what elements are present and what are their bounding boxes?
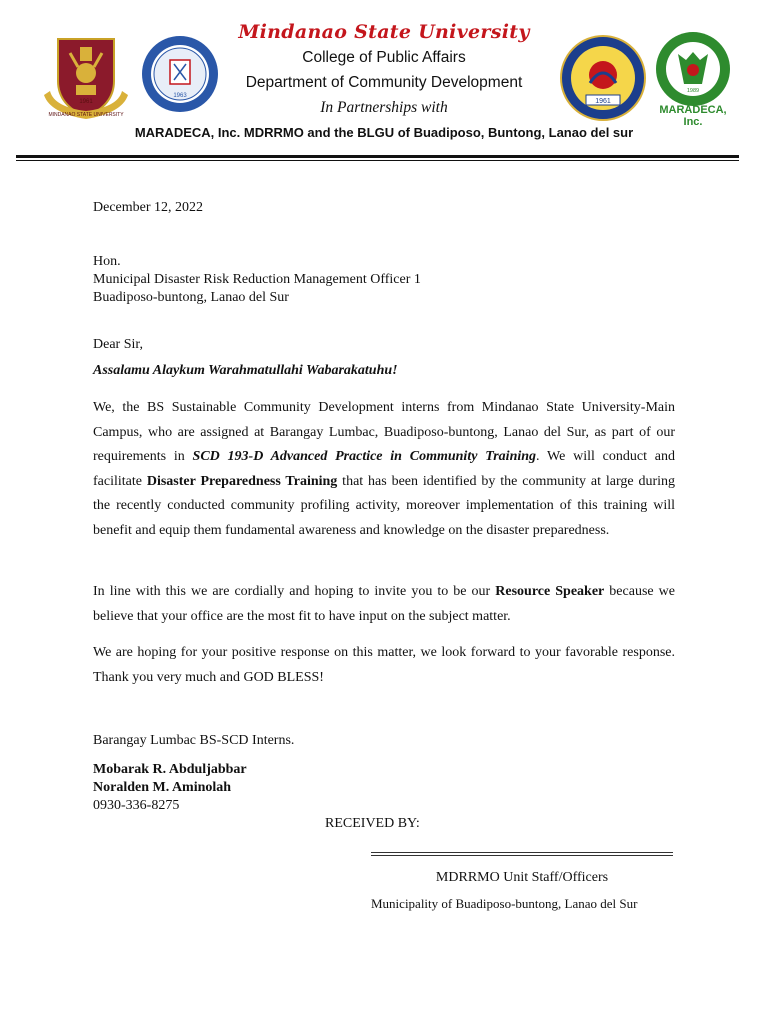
msu-ribbon-text: MINDANAO STATE UNIVERSITY [48,112,124,118]
paragraph-2: In line with this we are cordially and hoping to invite you to be our Resource Speaker because we believe that your office are the most fit to have input on the subject matter. [93,584,675,624]
department-name: Department of Community Development [245,74,523,91]
cpa-year-text: 1963 [173,93,187,99]
signer-2: Noralden M. Aminolah [93,780,232,795]
cd-year-text: 1961 [595,98,611,105]
header-divider-thick [16,155,739,158]
signature-line [371,852,673,856]
training-name: Disaster Preparedness Training [146,473,338,489]
partners-line: MARADECA, Inc. MDRRMO and the BLGU of Buadiposo, Buntong, Lanao del sur [134,125,634,140]
college-name: College of Public Affairs [302,49,466,66]
course-name: SCD 193-D Advanced Practice in Community Training [192,449,537,464]
receiver-org: Municipality of Buadiposo-buntong, Lanao del Sur [371,896,638,911]
closing: Barangay Lumbac BS-SCD Interns. [93,733,295,748]
signer-1: Mobarak R. Abduljabbar [93,762,247,777]
greeting: Assalamu Alaykum Warahmatullahi Wabarakatuhu! [93,363,398,378]
recipient-line-1: Hon. [93,254,121,269]
header-divider-thin [16,160,739,161]
partnership-line: In Partnerships with [320,99,448,116]
paragraph-1: We, the BS Sustainable Community Development interns from Mindanao State University-Main Campus, who are assigned at Barangay Lumbac, Buadiposo-buntong, Lanao del Sur, as part of our requirements in SCD 193-D Advanced Practice in Community Training. We will conduct and facilitate Disaster Preparedness Training that has been identified by the community at large during the recently conducted community profiling activity, moreover implementation of this training will benefit and equip them fundamental awareness and knowledge on the disaster preparedness. [93,400,676,538]
maradeca-caption: MARADECA, Inc. [659,104,727,128]
letter-date: December 12, 2022 [93,200,204,215]
received-by-label: RECEIVED BY: [325,816,420,831]
recipient-line-3: Buadiposo-buntong, Lanao del Sur [93,290,289,305]
receiver-title: MDRRMO Unit Staff/Officers [435,870,609,885]
paragraph-3: We are hoping for your positive response on this matter, we look forward to your favorable response. Thank you very much and GOD BLESS! [93,645,675,685]
contact-phone: 0930-336-8275 [93,798,180,813]
university-title: Mindanao State University [238,21,530,43]
recipient-line-2: Municipal Disaster Risk Reduction Management Officer 1 [93,272,421,287]
msu-year-text: 1961 [79,99,93,105]
salutation: Dear Sir, [93,337,143,352]
resource-speaker: Resource Speaker [495,584,605,599]
maradeca-year-text: 1989 [686,88,700,94]
